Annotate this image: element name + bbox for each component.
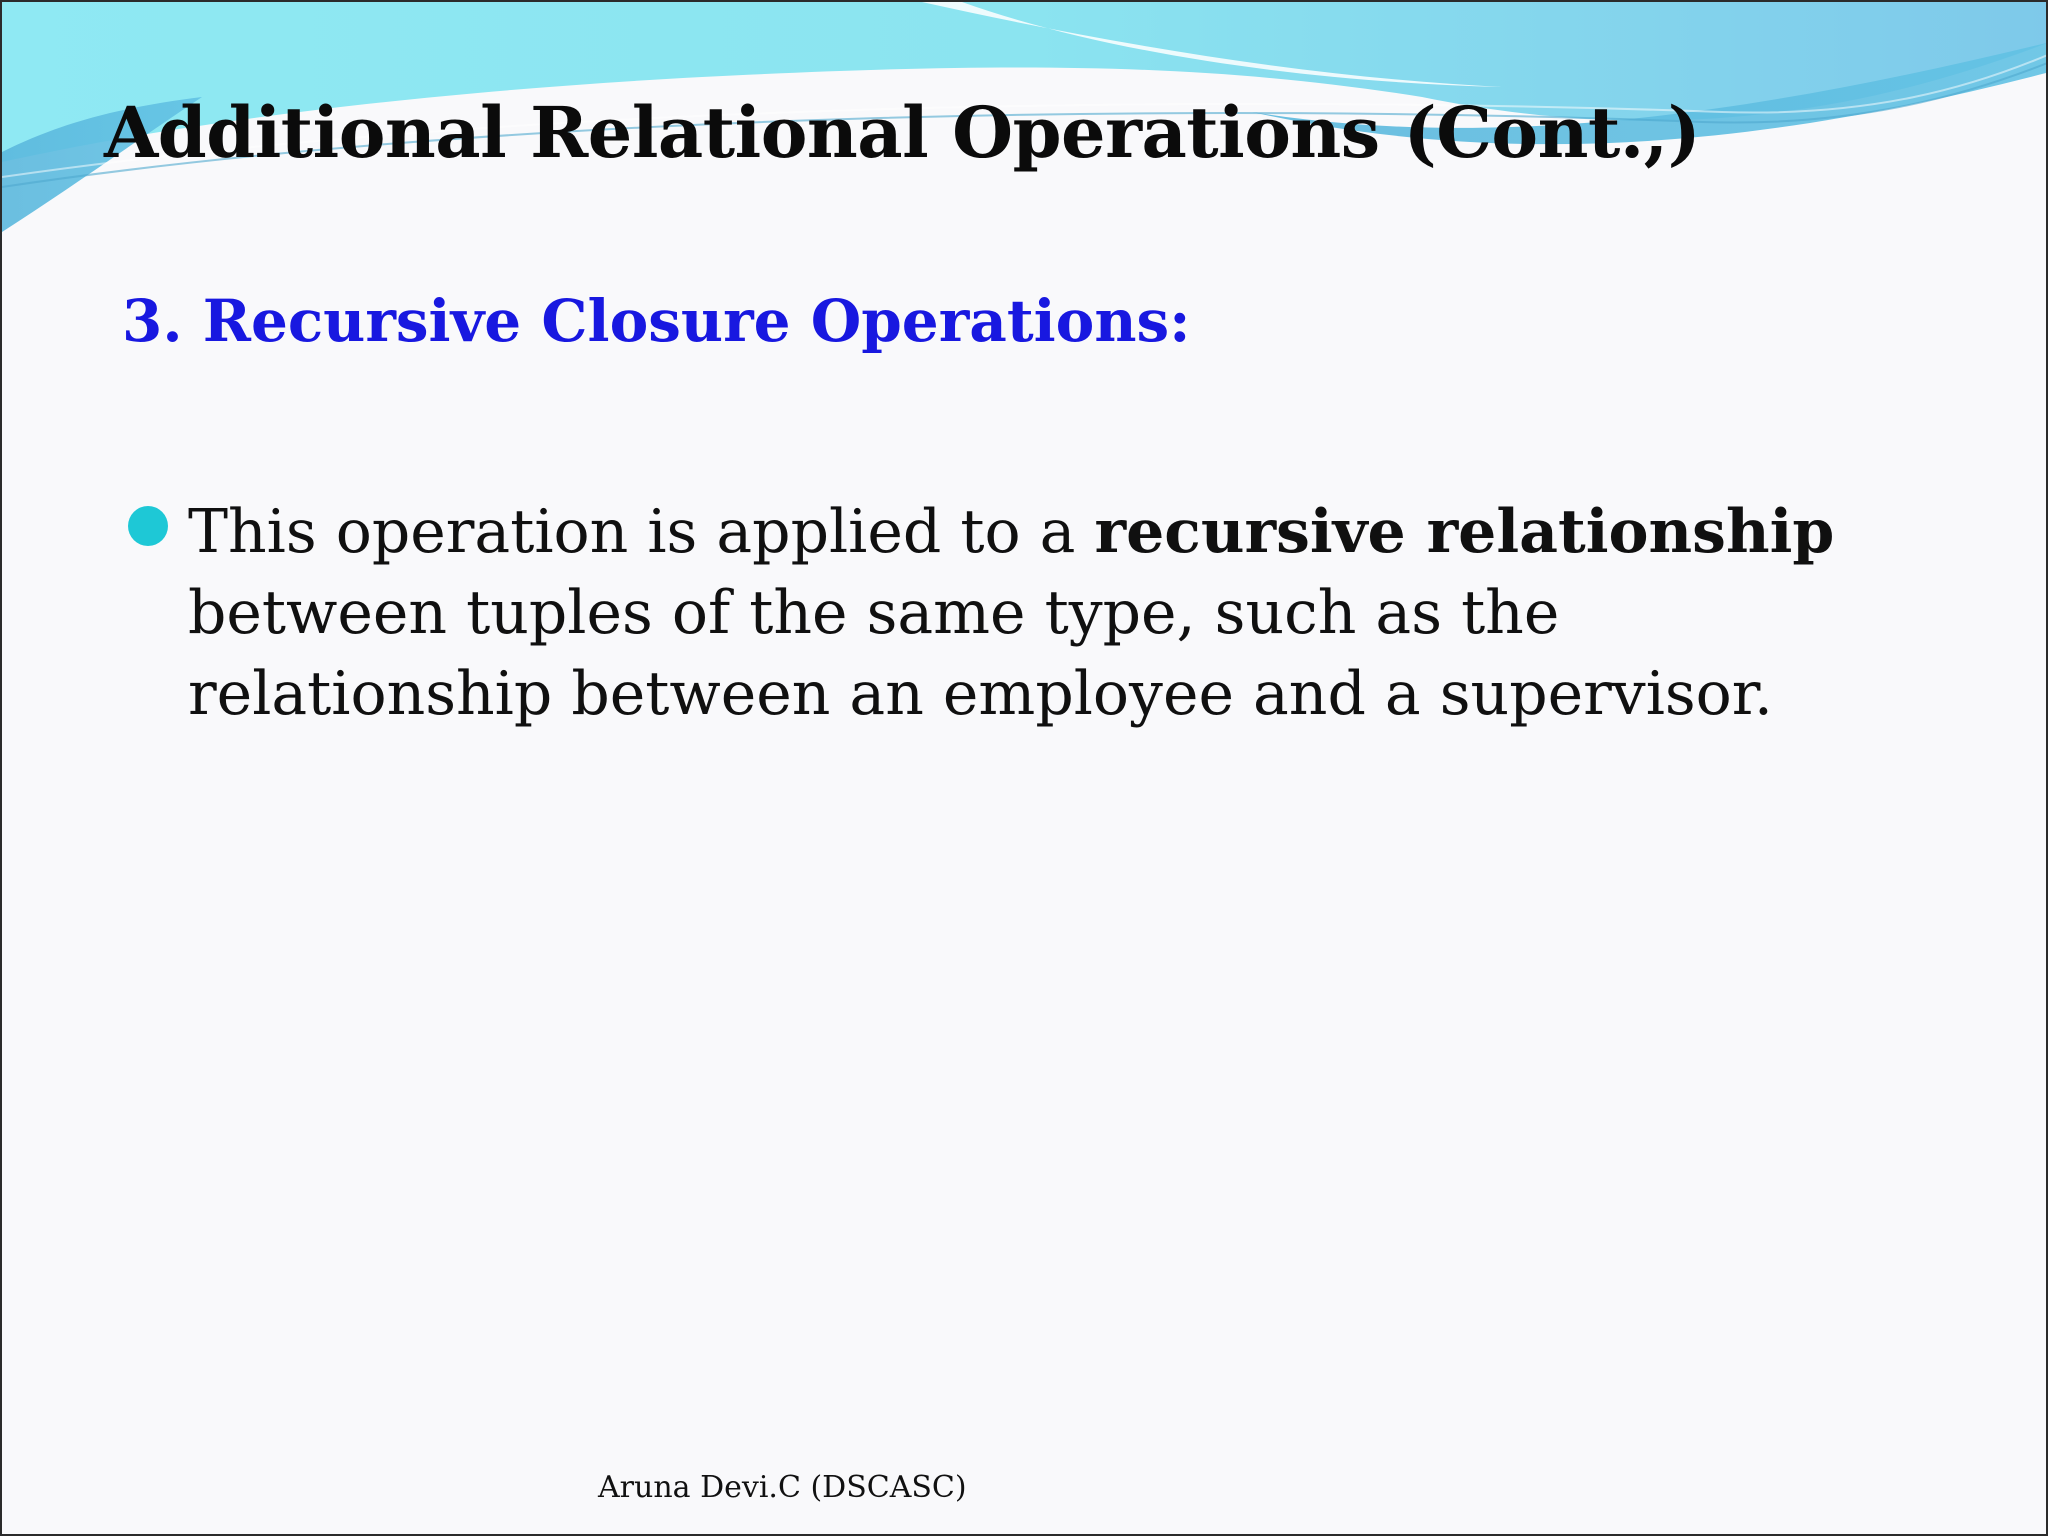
bullet-text-start: This operation is applied to a (188, 497, 1095, 567)
slide-title: Additional Relational Operations (Cont.,) (104, 91, 1701, 174)
bullet-text (188, 497, 1834, 729)
slide-footer: Aruna Devi.C (DSCASC) (598, 1470, 967, 1505)
bullet-dot-icon (128, 506, 168, 546)
bullet-list (128, 492, 1888, 735)
list-item (128, 492, 1888, 735)
bullet-text-bold: recursive relationship (1094, 497, 1835, 567)
bullet-text-end: between tuples of the same type, such as the relationship between an employee and a supervisor. (188, 578, 1773, 729)
section-heading: 3. Recursive Closure Operations: (122, 287, 1191, 355)
